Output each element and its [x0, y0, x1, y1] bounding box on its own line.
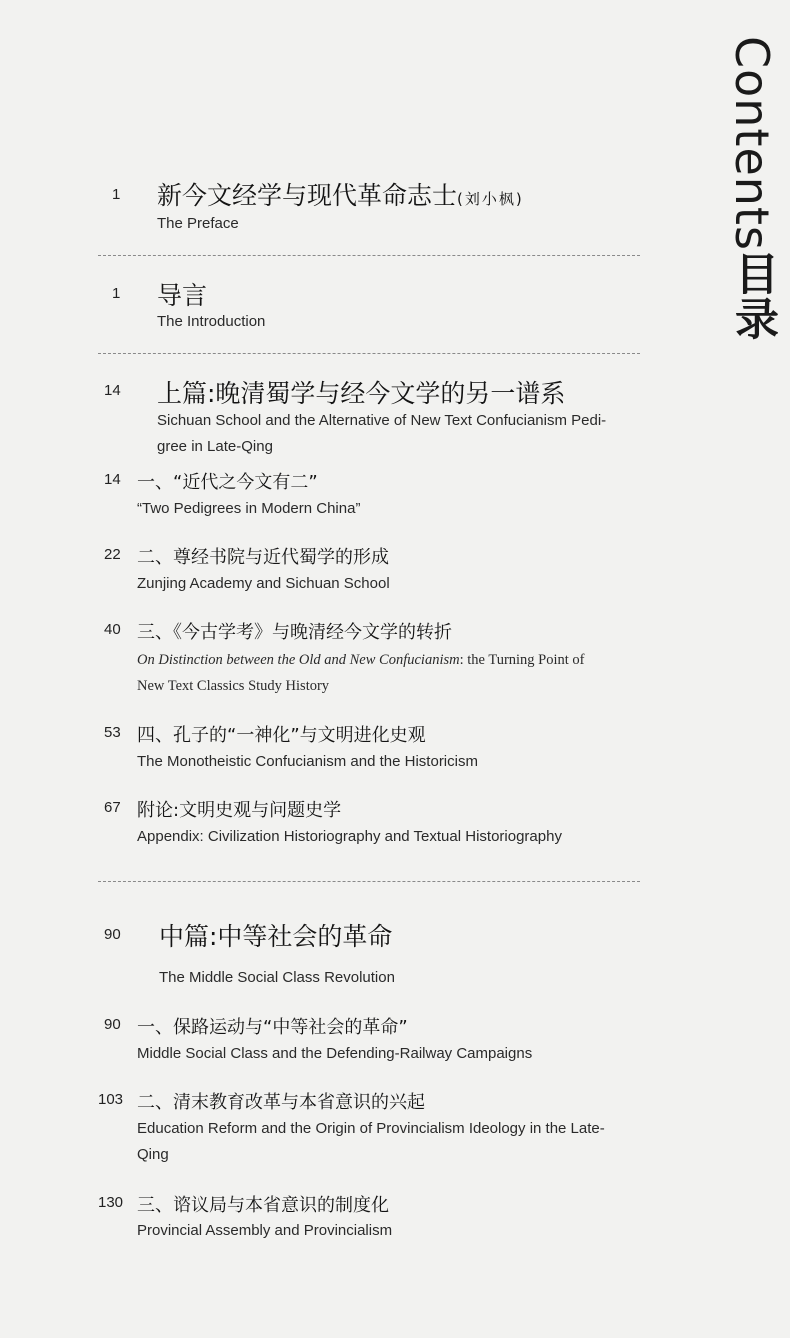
page-number: 103: [98, 1091, 124, 1108]
page-number: 22: [104, 546, 121, 563]
page-number: 53: [104, 724, 121, 741]
page-number: 1: [112, 285, 121, 302]
entry-title-cn: 附论:文明史观与问题史学: [137, 800, 342, 821]
entry-title-cn: 二、尊经书院与近代蜀学的形成: [137, 547, 389, 568]
entry-title-en: The Preface: [157, 215, 239, 232]
entry-title-en: The Middle Social Class Revolution: [159, 969, 395, 986]
entry-author: (刘小枫): [457, 190, 524, 208]
divider: [98, 353, 640, 354]
entry-title-en: Sichuan School and the Alternative of New Text Confucianism Pedi-: [157, 412, 607, 429]
divider: [98, 881, 640, 882]
page-number: 90: [104, 1016, 121, 1033]
page-number: 40: [104, 621, 121, 638]
entry-title-en: The Monotheistic Confucianism and the Historicism: [137, 753, 478, 770]
entry-title-en: The Introduction: [157, 313, 266, 330]
entry-title-en-cont: gree in Late-Qing: [157, 438, 273, 455]
entry-title-cn: 一、保路运动与“中等社会的革命”: [137, 1017, 408, 1038]
entry-title-cn: 中篇:中等社会的革命: [159, 922, 393, 951]
entry-title-cn: 三、谘议局与本省意识的制度化: [137, 1195, 389, 1216]
contents-heading-en: Contents: [725, 36, 779, 251]
entry-title-en: Education Reform and the Origin of Provincialism Ideology in the Late-: [137, 1120, 605, 1137]
page-number: 1: [112, 186, 121, 203]
entry-title-en: Appendix: Civilization Historiography and Textual Historiography: [137, 828, 562, 845]
page-number: 14: [104, 471, 121, 488]
entry-title-en-italic: On Distinction between the Old and New Confucianism: [137, 652, 460, 668]
page-number: 14: [104, 382, 121, 399]
entry-title-cn: 新今文经学与现代革命志士: [157, 181, 458, 210]
page-number: 130: [98, 1194, 124, 1211]
contents-heading: [722, 36, 782, 356]
entry-title-cn: 四、孔子的“一神化”与文明进化史观: [137, 725, 426, 746]
entry-title-cn: 二、清末教育改革与本省意识的兴起: [137, 1092, 425, 1113]
page-number: 90: [104, 926, 121, 943]
entry-title-en: Middle Social Class and the Defending-Railway Campaigns: [137, 1045, 533, 1062]
entry-title-en: Zunjing Academy and Sichuan School: [137, 575, 390, 592]
entry-title-cn: 三、《今古学考》与晚清经今文学的转折: [137, 622, 452, 643]
page-number: 67: [104, 799, 121, 816]
entry-title-cn: 导言: [157, 281, 208, 310]
entry-title-cn: 一、“近代之今文有二”: [137, 472, 318, 493]
entry-title-en-cont: Qing: [137, 1146, 169, 1163]
entry-title-cn: 上篇:晚清蜀学与经今文学的另一谱系: [157, 379, 566, 408]
divider: [98, 255, 640, 256]
contents-heading-cn: 目录: [727, 250, 778, 341]
entry-title-en: Provincial Assembly and Provincialism: [137, 1222, 393, 1239]
entry-title-en: : the Turning Point of: [459, 652, 585, 668]
entry-title-en: “Two Pedigrees in Modern China”: [137, 500, 361, 517]
entry-title-en-cont: New Text Classics Study History: [137, 678, 330, 694]
